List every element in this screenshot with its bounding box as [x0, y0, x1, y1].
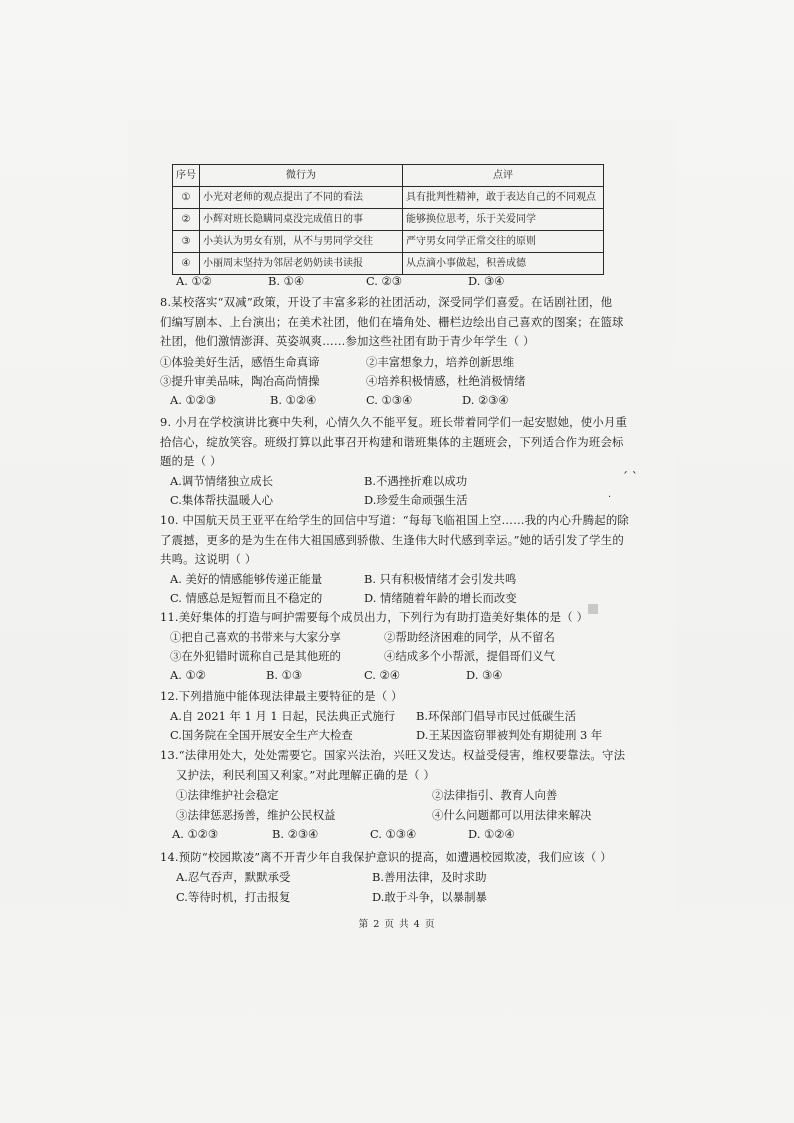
q9-option: D.珍爱生命顽强生活: [364, 493, 468, 507]
q11-statement: ②帮助经济困难的同学，从不留名: [384, 630, 555, 644]
q12-option: B.环保部门倡导市民过低碳生活: [416, 709, 577, 723]
q11-option: D. ③④: [466, 668, 503, 682]
q11-statement: ④结成多个小帮派，提倡哥们义气: [384, 649, 555, 663]
scan-speck: [588, 604, 598, 614]
q14-option: A.忍气吞声，默默承受: [176, 870, 291, 884]
scan-speck: ˊ ˋ: [622, 470, 638, 484]
table-cell: 小光对老师的观点提出了不同的看法: [200, 187, 403, 209]
q9-option: C.集体帮扶温暖人心: [170, 493, 274, 507]
table-cell: 具有批判性精神，敢于表达自己的不同观点: [403, 187, 604, 209]
q8-option: A. ①②③: [170, 393, 217, 407]
q11-statement: ③在外犯错时谎称自己是其他班的: [170, 649, 341, 663]
q8-stem-line: 社团，他们激情澎湃、英姿飒爽……参加这些社团有助于青少年学生（ ）: [160, 334, 535, 348]
q14-option: C.等待时机，打击报复: [176, 890, 291, 904]
table-row: [173, 253, 604, 275]
table-header-row: [173, 165, 604, 187]
q9-option: A.调节情绪独立成长: [170, 474, 273, 488]
q7-option: A. ①②: [176, 274, 212, 288]
table-cell: ③: [173, 231, 200, 253]
table-cell: ④: [173, 253, 200, 275]
q10-option: B. 只有积极情绪才会引发共鸣: [364, 572, 517, 586]
q11-stem-line: 11.美好集体的打造与呵护需要每个成员出力，下列行为有助打造美好集体的是（ ）: [160, 610, 589, 624]
q13-statement: ④什么问题都可以用法律来解决: [432, 808, 592, 822]
table-cell: 小辉对班长隐瞒同桌没完成值日的事: [200, 209, 403, 231]
col-header: 点评: [403, 165, 604, 187]
table-row: [173, 209, 604, 231]
q13-stem-line: 13.“法律用处大，处处需要它。国家兴法治，兴旺又发达。权益受侵害，维权要靠法。守法: [160, 748, 626, 762]
table-cell: 小美认为男女有别，从不与男同学交往: [200, 231, 403, 253]
q13-option: C. ①③④: [370, 827, 417, 841]
q13-statement: ①法律维护社会稳定: [176, 788, 279, 802]
scan-speck: ·: [608, 492, 612, 503]
table-cell: 能够换位思考，乐于关爱同学: [403, 209, 604, 231]
q13-option: D. ①②④: [468, 827, 515, 841]
page-footer: 第 2 页 共 4 页: [358, 919, 436, 930]
q10-option: D. 情绪随着年龄的增长而改变: [364, 591, 517, 605]
q8-statement: ③提升审美品味，陶冶高尚情操: [160, 374, 320, 388]
q8-option: D. ②③④: [462, 393, 509, 407]
q14-stem-line: 14.预防“校园欺凌”离不开青少年自我保护意识的提高，如遭遇校园欺凌，我们应该（ ）: [160, 850, 612, 864]
q8-stem-line: 们编写剧本、上台演出；在美术社团，他们在墙角处、栅栏边绘出自己喜欢的图案；在篮球: [160, 315, 624, 329]
q9-stem-line: 9. 小月在学校演讲比赛中失利，心情久久不能平复。班长带着同学们一起安慰她，使小月重: [160, 415, 628, 429]
q13-stem-line: 又护法，利民利国又利家。”对此理解正确的是（ ）: [176, 768, 436, 782]
q12-option: D.王某因盗窃罪被判处有期徒刑 3 年: [416, 728, 603, 742]
q8-option: B. ①②④: [270, 393, 317, 407]
q12-option: C.国务院在全国开展安全生产大检查: [170, 728, 353, 742]
q11-option: C. ②④: [364, 668, 400, 682]
q12-stem-line: 12.下列措施中能体现法律最主要特征的是（ ）: [160, 689, 403, 703]
q10-stem-line: 10. 中国航天员王亚平在给学生的回信中写道：“每每飞临祖国上空……我的内心升腾起的除: [160, 513, 630, 527]
table-cell: ①: [173, 187, 200, 209]
q14-option: D.敢于斗争，以暴制暴: [372, 890, 487, 904]
q7-option: B. ①④: [268, 274, 305, 288]
table-cell: 小丽周末坚持为邻居老奶奶读书读报: [200, 253, 403, 275]
q14-option: B.善用法律，及时求助: [372, 870, 487, 884]
q12-option: A.自 2021 年 1 月 1 日起，民法典正式施行: [170, 709, 396, 723]
table-cell: ②: [173, 209, 200, 231]
q13-option: B. ②③④: [272, 827, 319, 841]
table-row: [173, 231, 604, 253]
q8-option: C. ①③④: [366, 393, 413, 407]
q13-option: A. ①②③: [172, 827, 219, 841]
table-cell: 从点滴小事做起，积善成德: [403, 253, 604, 275]
col-header: 微行为: [200, 165, 403, 187]
q11-statement: ①把自己喜欢的书带来与大家分享: [170, 630, 341, 644]
col-header: 序号: [173, 165, 200, 187]
q13-statement: ③法律惩恶扬善，维护公民权益: [176, 808, 336, 822]
table-cell: 严守男女同学正常交往的原则: [403, 231, 604, 253]
q10-option: C. 情感总是短暂而且不稳定的: [170, 591, 323, 605]
q7-option: D. ③④: [468, 274, 505, 288]
q10-option: A. 美好的情感能够传递正能量: [170, 572, 323, 586]
q8-statement: ②丰富想象力，培养创新思维: [366, 355, 515, 369]
q10-stem-line: 了震撼，更多的是为生在伟大祖国感到骄傲、生逢伟大时代感到幸运。”她的话引发了学生的: [160, 533, 624, 547]
table-row: [173, 187, 604, 209]
conduct-table: [172, 164, 604, 275]
q11-option: A. ①②: [170, 668, 206, 682]
q8-statement: ④培养积极情感，杜绝消极情绪: [366, 374, 526, 388]
q8-stem-line: 8.某校落实“双减”政策，开设了丰富多彩的社团活动，深受同学们喜爱。在话剧社团，他: [160, 295, 613, 309]
q7-option: C. ②③: [366, 274, 402, 288]
q9-stem-line: 拾信心，绽放笑容。班级打算以此事召开构建和谐班集体的主题班会，下列适合作为班会标: [160, 435, 624, 449]
q9-stem-line: 题的是（ ）: [160, 454, 222, 468]
q8-statement: ①体验美好生活，感悟生命真谛: [160, 355, 320, 369]
q9-option: B.不遇挫折难以成功: [364, 474, 468, 488]
q10-stem-line: 共鸣。这说明（ ）: [160, 552, 257, 566]
q13-statement: ②法律指引、教育人向善: [432, 788, 558, 802]
q11-option: B. ①③: [266, 668, 303, 682]
